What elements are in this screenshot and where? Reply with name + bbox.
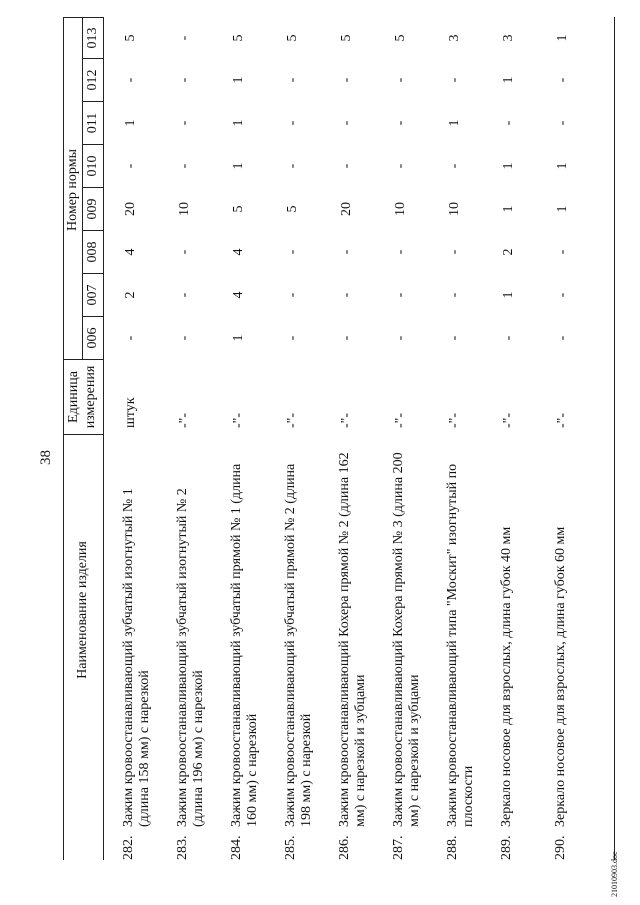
row-value-013: 5 (339, 34, 354, 42)
row-value-013: 3 (501, 34, 516, 42)
row-value-009: 5 (285, 205, 300, 213)
row-value-007: - (285, 292, 300, 298)
row-unit: -"- (393, 412, 408, 428)
header-norm-012: 012 (85, 69, 100, 91)
row-unit: -"- (447, 412, 462, 428)
page-number: 38 (38, 450, 54, 465)
row-value-009: 1 (555, 205, 570, 213)
row-value-012: - (555, 77, 570, 83)
row-value-008: 4 (231, 248, 246, 256)
row-number: 284. (229, 835, 244, 860)
row-value-009: 10 (447, 202, 462, 216)
row-value-006: - (447, 335, 462, 341)
row-unit: -"- (177, 412, 192, 428)
row-value-013: 5 (231, 34, 246, 42)
row-value-009: 20 (339, 202, 354, 216)
row-value-007: - (393, 292, 408, 298)
row-unit: -"- (339, 412, 354, 428)
unit-column-divider (63, 434, 103, 435)
table-top-rule (63, 17, 64, 860)
row-number: 290. (553, 835, 568, 860)
row-value-011: - (555, 120, 570, 126)
header-bottom-rule (103, 17, 104, 860)
row-value-009: 20 (123, 202, 138, 216)
header-norm-007: 007 (85, 284, 100, 306)
row-value-013: 5 (285, 34, 300, 42)
table-row (221, 17, 273, 860)
row-value-009: 10 (177, 202, 192, 216)
row-number: 287. (391, 835, 406, 860)
row-number: 286. (337, 835, 352, 860)
row-value-008: - (393, 249, 408, 255)
norms-table (63, 17, 615, 860)
table-row (545, 17, 597, 860)
norm-group-rule (82, 17, 83, 360)
row-value-007: - (339, 292, 354, 298)
row-name: Зажим кровоостанавливающий типа "Москит" изогнутый по плоскости (445, 463, 476, 827)
row-value-011: - (339, 120, 354, 126)
row-name: Зажим кровоостанавливающий зубчатый изогнутый № 2 (длина 196 мм) с нарезкой (175, 488, 206, 827)
row-value-013: - (177, 35, 192, 41)
row-value-012: - (285, 77, 300, 83)
row-name: Зажим кровоостанавливающий зубчатый прямой № 1 (длина 160 мм) с нарезкой (229, 463, 260, 827)
row-value-008: - (339, 249, 354, 255)
row-value-011: - (501, 120, 516, 126)
row-value-006: - (285, 335, 300, 341)
row-unit: штук (123, 397, 138, 428)
table-row (383, 17, 435, 860)
row-value-006: - (501, 335, 516, 341)
header-norm-013: 013 (85, 27, 100, 49)
header-name: Наименование изделия (75, 541, 90, 679)
row-unit: -"- (555, 412, 570, 428)
row-value-008: 2 (501, 248, 516, 256)
table-row (275, 17, 327, 860)
row-value-008: 4 (123, 248, 138, 256)
row-value-011: 1 (231, 119, 246, 127)
row-value-006: - (339, 335, 354, 341)
row-value-006: - (393, 335, 408, 341)
table-row (113, 17, 165, 860)
row-value-008: - (285, 249, 300, 255)
row-value-007: - (555, 292, 570, 298)
row-name: Зажим кровоостанавливающий зубчатый изогнутый № 1 (длина 158 мм) с нарезкой (121, 488, 152, 827)
row-number: 289. (499, 835, 514, 860)
row-value-012: - (177, 77, 192, 83)
row-value-011: 1 (447, 119, 462, 127)
row-value-006: - (123, 335, 138, 341)
row-value-007: - (447, 292, 462, 298)
row-value-011: - (393, 120, 408, 126)
row-value-009: 10 (393, 202, 408, 216)
table-row (329, 17, 381, 860)
row-number: 288. (445, 835, 460, 860)
document-code: 21010903.doc (610, 851, 619, 897)
row-value-011: - (285, 120, 300, 126)
row-name: Зажим кровоостанавливающий зубчатый прямой № 2 (длина 198 мм) с нарезкой (283, 463, 314, 827)
row-number: 285. (283, 835, 298, 860)
header-norm-008: 008 (85, 241, 100, 263)
table-bottom-rule (614, 17, 615, 860)
row-value-006: 1 (231, 334, 246, 342)
row-value-010: - (177, 163, 192, 169)
row-value-007: - (177, 292, 192, 298)
header-norm-006: 006 (85, 327, 100, 349)
row-value-012: - (393, 77, 408, 83)
row-value-011: - (177, 120, 192, 126)
row-name: Зеркало носовое для взрослых, длина губок 60 мм (553, 526, 568, 827)
row-unit: -"- (285, 412, 300, 428)
header-norm-009: 009 (85, 198, 100, 220)
table-row (167, 17, 219, 860)
row-value-009: 1 (501, 205, 516, 213)
row-value-010: - (285, 163, 300, 169)
row-value-006: - (177, 335, 192, 341)
header-norm-011: 011 (85, 112, 100, 134)
header-unit-line1: Единица (66, 371, 81, 423)
row-name: Зеркало носовое для взрослых, длина губок 40 мм (499, 526, 514, 827)
row-value-010: - (339, 163, 354, 169)
header-norm-010: 010 (85, 155, 100, 177)
table-row (437, 17, 489, 860)
header-unit-line2: измерения (83, 365, 98, 429)
row-value-007: 2 (123, 291, 138, 299)
row-value-009: 5 (231, 205, 246, 213)
header-norm-group: Номер нормы (65, 149, 80, 231)
row-value-012: - (123, 77, 138, 83)
table-row (491, 17, 543, 860)
row-value-010: - (123, 163, 138, 169)
row-value-010: 1 (555, 162, 570, 170)
row-unit: -"- (501, 412, 516, 428)
row-name: Зажим кровоостанавливающий Кохера прямой № 3 (длина 200 мм) с нарезкой и зубцами (391, 452, 422, 827)
row-unit: -"- (231, 412, 246, 428)
row-number: 282. (121, 835, 136, 860)
row-value-007: 1 (501, 291, 516, 299)
row-name: Зажим кровоостанавливающий Кохера прямой № 2 (длина 162 мм) с нарезкой и зубцами (337, 452, 368, 827)
row-value-008: - (555, 249, 570, 255)
row-number: 283. (175, 835, 190, 860)
row-value-008: - (447, 249, 462, 255)
row-value-013: 5 (123, 34, 138, 42)
row-value-007: 4 (231, 291, 246, 299)
row-value-010: - (393, 163, 408, 169)
row-value-012: - (339, 77, 354, 83)
row-value-010: - (447, 163, 462, 169)
row-value-010: 1 (231, 162, 246, 170)
row-value-012: 1 (501, 76, 516, 84)
row-value-010: 1 (501, 162, 516, 170)
row-value-013: 3 (447, 34, 462, 42)
row-value-013: 5 (393, 34, 408, 42)
row-value-006: - (555, 335, 570, 341)
row-value-012: - (447, 77, 462, 83)
row-value-012: 1 (231, 76, 246, 84)
row-value-013: 1 (555, 34, 570, 42)
row-value-011: 1 (123, 119, 138, 127)
row-value-008: - (177, 249, 192, 255)
